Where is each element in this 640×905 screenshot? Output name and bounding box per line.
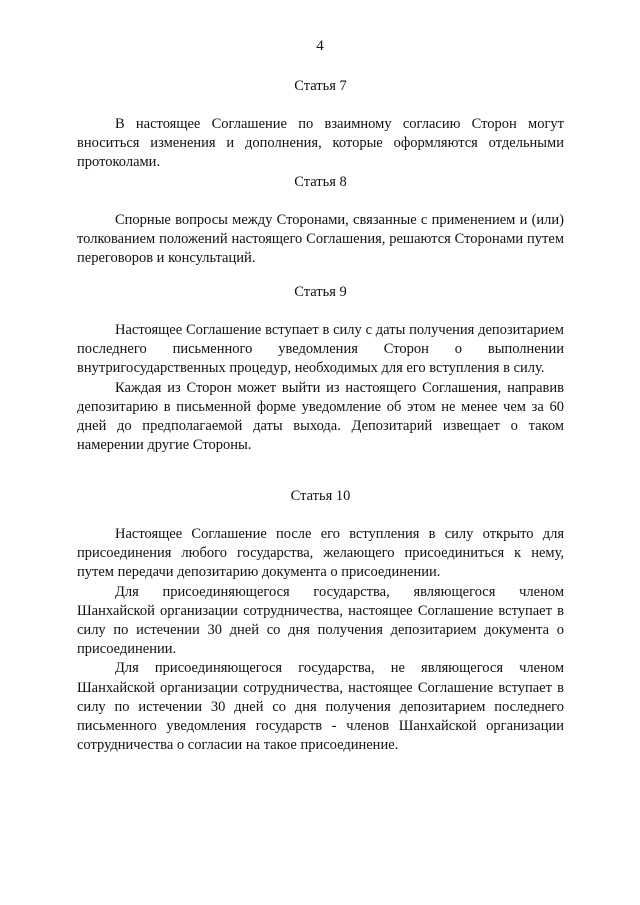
article-paragraph: В настоящее Соглашение по взаимному согласию Сторон могут вноситься изменения и дополнения, которые оформляются отдельными протоколами. xyxy=(77,116,564,171)
article-10 xyxy=(77,486,564,755)
article-paragraph: Настоящее Соглашение после его вступления в силу открыто для присоединения любого государства, желающего присоединиться к нему, путем передачи депозитарию документа о присоединении. xyxy=(77,526,564,581)
article-8 xyxy=(77,172,564,269)
article-title: Статья 7 xyxy=(294,78,347,94)
article-paragraph: Спорные вопросы между Сторонами, связанные с применением и (или) толкованием положений настоящего Соглашения, решаются Сторонами путем переговоров и консультаций. xyxy=(77,212,564,267)
article-7 xyxy=(77,76,564,173)
article-paragraph: Каждая из Сторон может выйти из настоящего Соглашения, направив депозитарию в письменной форме уведомление об этом не менее чем за 60 дней до предполагаемой даты выхода. Депозитарий извещает о таком намерении другие Стороны. xyxy=(77,379,564,454)
page-number: 4 xyxy=(316,38,324,54)
article-paragraph: Для присоединяющегося государства, являющегося членом Шанхайской организации сотрудничества, настоящее Соглашение вступает в силу по истечении 30 дней со дня получения депозитарием документа о присоединении. xyxy=(77,583,564,658)
article-title: Статья 8 xyxy=(294,174,347,190)
article-paragraph: Для присоединяющегося государства, не являющегося членом Шанхайской организации сотрудничества, настоящее Соглашение вступает в силу по истечении 30 дней со дня получения депозитарием последнего письменного уведомления государств - членов Шанхайской организации сотрудничества о согласии на такое присоединение. xyxy=(77,660,564,754)
article-paragraph: Настоящее Соглашение вступает в силу с даты получения депозитарием последнего письменного уведомления Сторон о выполнении внутригосударственных процедур, необходимых для его вступления в силу. xyxy=(77,322,564,377)
article-title: Статья 9 xyxy=(294,284,347,300)
article-title: Статья 10 xyxy=(290,488,351,504)
article-9 xyxy=(77,282,564,455)
